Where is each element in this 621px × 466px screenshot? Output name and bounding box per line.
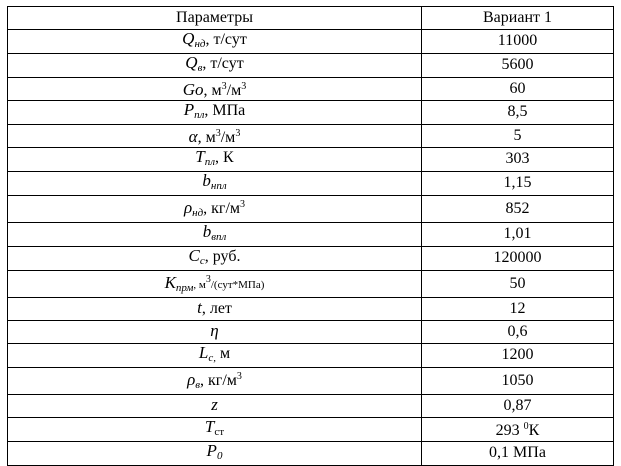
param-unit-sup: 3 [240,198,246,210]
param-subscript: с, [208,351,216,364]
value-cell: 5 [422,124,614,147]
param-subscript: впл [211,230,227,243]
parameters-table [7,6,614,466]
param-cell [8,100,422,124]
value-cell: 1,15 [422,171,614,195]
param-unit: м [215,344,231,362]
param-cell [8,222,422,246]
param-unit: , лет [201,300,232,318]
param-symbol: P [206,441,217,460]
param-unit: , руб. [204,247,241,265]
param-unit: , м [193,278,206,291]
param-unit2-sup: 3 [235,127,241,139]
value-cell: 60 [422,77,614,100]
table-row [8,320,614,343]
param-symbol: ρ [183,197,193,217]
value-cell: 11000 [422,29,614,53]
param-symbol: K [164,272,176,292]
param-subscript: в [195,378,201,391]
value-cell: 852 [422,195,614,222]
param-symbol: T [204,417,215,436]
value-cell: 1050 [422,367,614,394]
header-variant: Вариант 1 [422,7,614,30]
param-unit: , м [203,81,222,99]
param-unit: , К [215,148,234,166]
param-subscript: в [197,61,203,74]
table-row [8,246,614,270]
value-cell: 1200 [422,343,614,367]
param-cell [8,147,422,171]
param-unit: , МПа [204,101,246,119]
value-cell [422,417,614,441]
param-subscript: с [199,254,205,267]
table-row [8,270,614,297]
param-symbol: T [195,147,205,166]
header-parameters: Параметры [8,7,422,30]
value-text: 293 [495,422,524,440]
value-cell: 1,01 [422,222,614,246]
param-symbol: α [188,126,198,146]
param-symbol: Q [185,53,198,72]
value-cell: 50 [422,270,614,297]
param-symbol: ρ [187,369,196,389]
param-unit-sup: 3 [236,370,242,382]
param-cell [8,417,422,441]
table-row [8,343,614,367]
param-cell [8,297,422,320]
param-symbol: b [202,222,212,241]
param-unit2: /м [220,128,236,146]
param-cell [8,171,422,195]
value-cell: 5600 [422,53,614,77]
param-cell [8,29,422,53]
param-cell [8,77,422,100]
param-unit: , м [197,128,216,146]
param-unit: , т/сут [205,30,247,48]
value-cell: 0,1 МПа [422,441,614,465]
param-cell [8,53,422,77]
param-subscript: 0 [216,449,223,462]
value-cell: 0,87 [422,394,614,417]
param-unit2-sup: 3 [241,80,247,92]
param-unit-sup: 3 [221,80,227,92]
table-row [8,77,614,100]
param-symbol: t [197,298,202,318]
param-unit-sup: 3 [205,273,211,285]
param-symbol: C [188,246,200,265]
table-row [8,417,614,441]
param-unit2: /(сут*МПа) [210,278,265,291]
table-row [8,222,614,246]
value-cell: 303 [422,147,614,171]
table-row [8,367,614,394]
table-row [8,195,614,222]
param-subscript: нд [194,37,206,50]
param-cell [8,195,422,222]
param-symbol: z [211,395,218,415]
param-symbol: η [210,321,219,341]
param-cell [8,441,422,465]
param-subscript: ст [214,425,225,438]
table-row [8,100,614,124]
param-symbol: Q [182,29,195,48]
param-cell [8,270,422,297]
param-unit: , кг/м [203,199,241,217]
param-symbol: Go [182,79,204,99]
value-cell: 0,6 [422,320,614,343]
value-sup: 0 [523,421,529,433]
value-cell: 120000 [422,246,614,270]
param-subscript: пл [194,108,205,121]
table-row [8,147,614,171]
param-subscript: пл [204,155,216,168]
param-cell [8,367,422,394]
table-row [8,394,614,417]
param-symbol: L [198,343,209,362]
param-unit: , кг/м [200,371,237,389]
value-cell: 12 [422,297,614,320]
value-cell: 8,5 [422,100,614,124]
table-row [8,29,614,53]
param-symbol: b [202,171,211,190]
param-symbol: P [183,100,195,119]
table-row [8,171,614,195]
param-subscript: нд [192,206,204,219]
table-row [8,297,614,320]
param-subscript: прм [175,281,194,294]
table-row [8,441,614,465]
param-cell [8,394,422,417]
param-unit-sup: 3 [215,127,221,139]
table-row [8,53,614,77]
param-unit: , т/сут [202,54,244,72]
param-unit2: /м [226,81,242,99]
table-row [8,124,614,147]
param-cell [8,124,422,147]
value-tail: К [528,422,540,440]
param-cell [8,343,422,367]
param-cell [8,320,422,343]
table-header-row [8,7,614,30]
param-cell [8,246,422,270]
param-subscript: нпл [210,179,227,192]
